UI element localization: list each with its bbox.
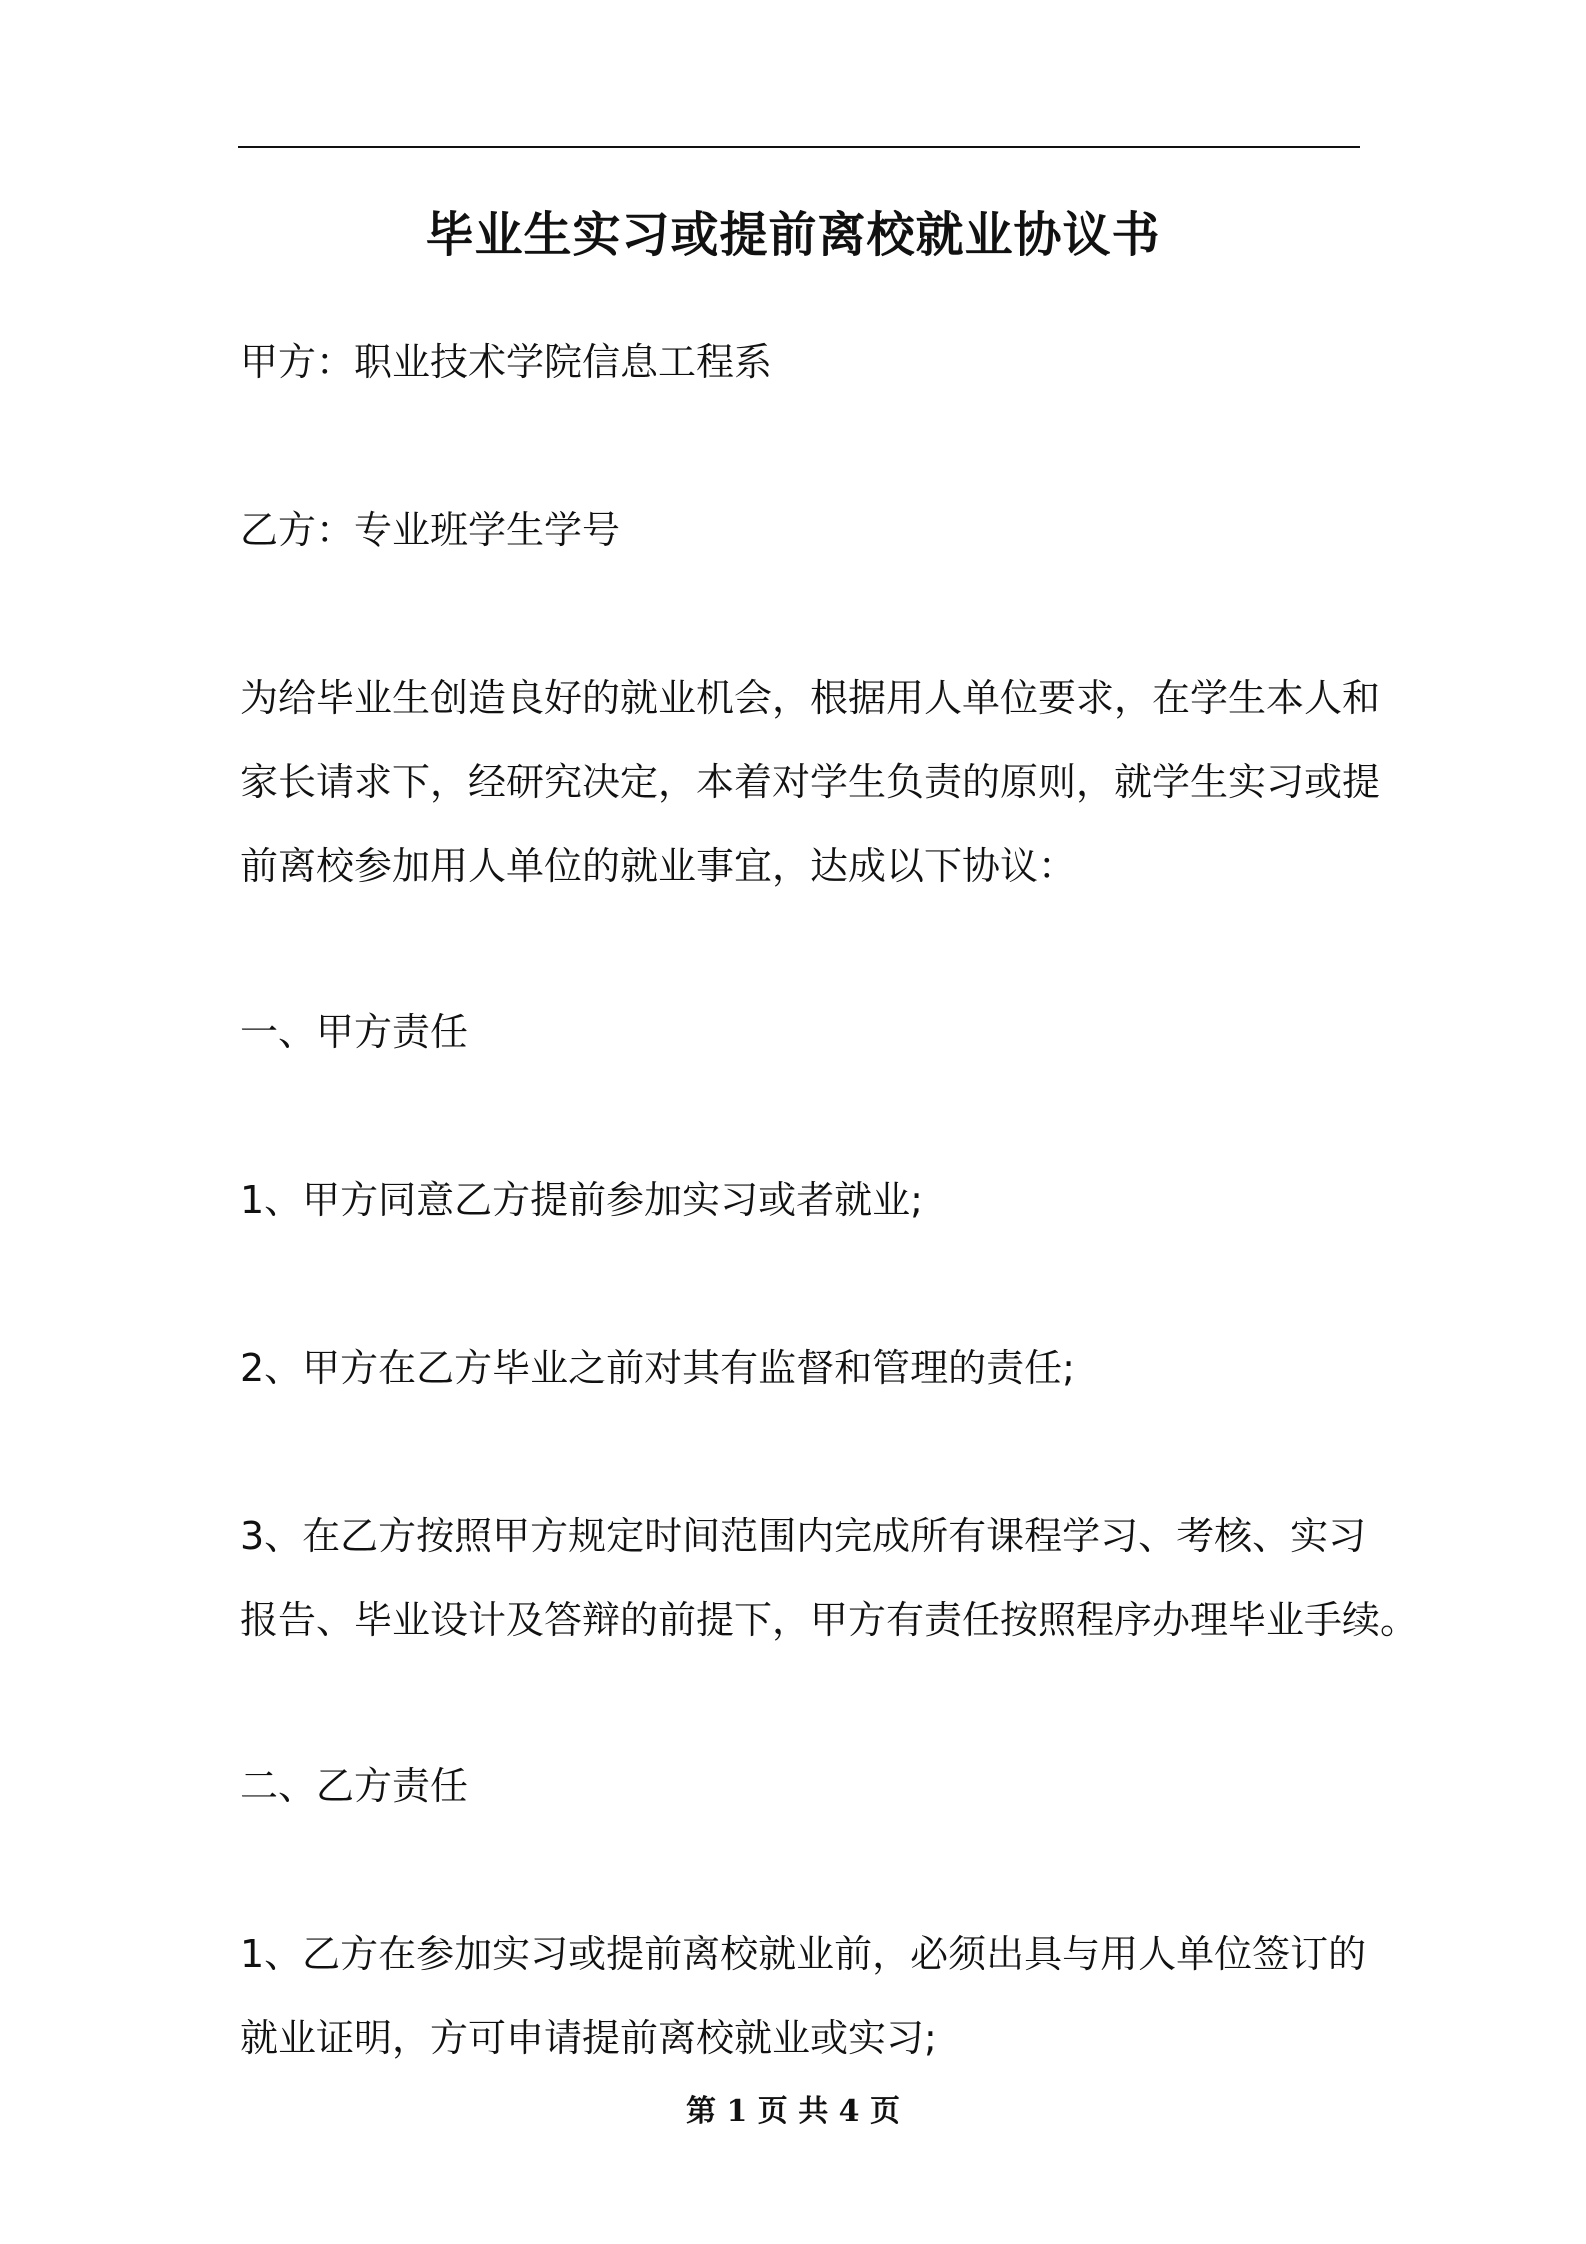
section-one-heading: 一、甲方责任 (240, 1010, 469, 1054)
page-number-indicator: 第 1 页 共 4 页 (686, 2094, 900, 2129)
party-a-item-3 (240, 1494, 1419, 1662)
item-line: 1、乙方在参加实习或提前离校就业前，必须出具与用人单位签订的 (240, 1932, 1367, 1976)
section-two-heading: 二、乙方责任 (240, 1764, 469, 1808)
party-b-line: 乙方：专业班学生学号 (240, 508, 621, 552)
intro-paragraph (240, 656, 1381, 908)
document-title: 毕业生实习或提前离校就业协议书 (425, 207, 1161, 263)
item-line: 报告、毕业设计及答辩的前提下，甲方有责任按照程序办理毕业手续。 (240, 1598, 1419, 1642)
party-a-item-1: 1、甲方同意乙方提前参加实习或者就业; (240, 1178, 923, 1222)
intro-line: 为给毕业生创造良好的就业机会，根据用人单位要求，在学生本人和 (240, 676, 1381, 720)
intro-line: 前离校参加用人单位的就业事宜，达成以下协议： (240, 844, 1077, 888)
intro-line: 家长请求下，经研究决定，本着对学生负责的原则，就学生实习或提 (240, 760, 1381, 804)
party-b-item-1 (240, 1912, 1367, 2080)
item-line: 3、在乙方按照甲方规定时间范围内完成所有课程学习、考核、实习 (240, 1514, 1367, 1558)
item-line: 就业证明，方可申请提前离校就业或实习; (240, 2016, 937, 2060)
party-a-item-2: 2、甲方在乙方毕业之前对其有监督和管理的责任; (240, 1346, 1075, 1390)
header-rule (238, 146, 1360, 148)
party-a-line: 甲方：职业技术学院信息工程系 (240, 340, 773, 384)
